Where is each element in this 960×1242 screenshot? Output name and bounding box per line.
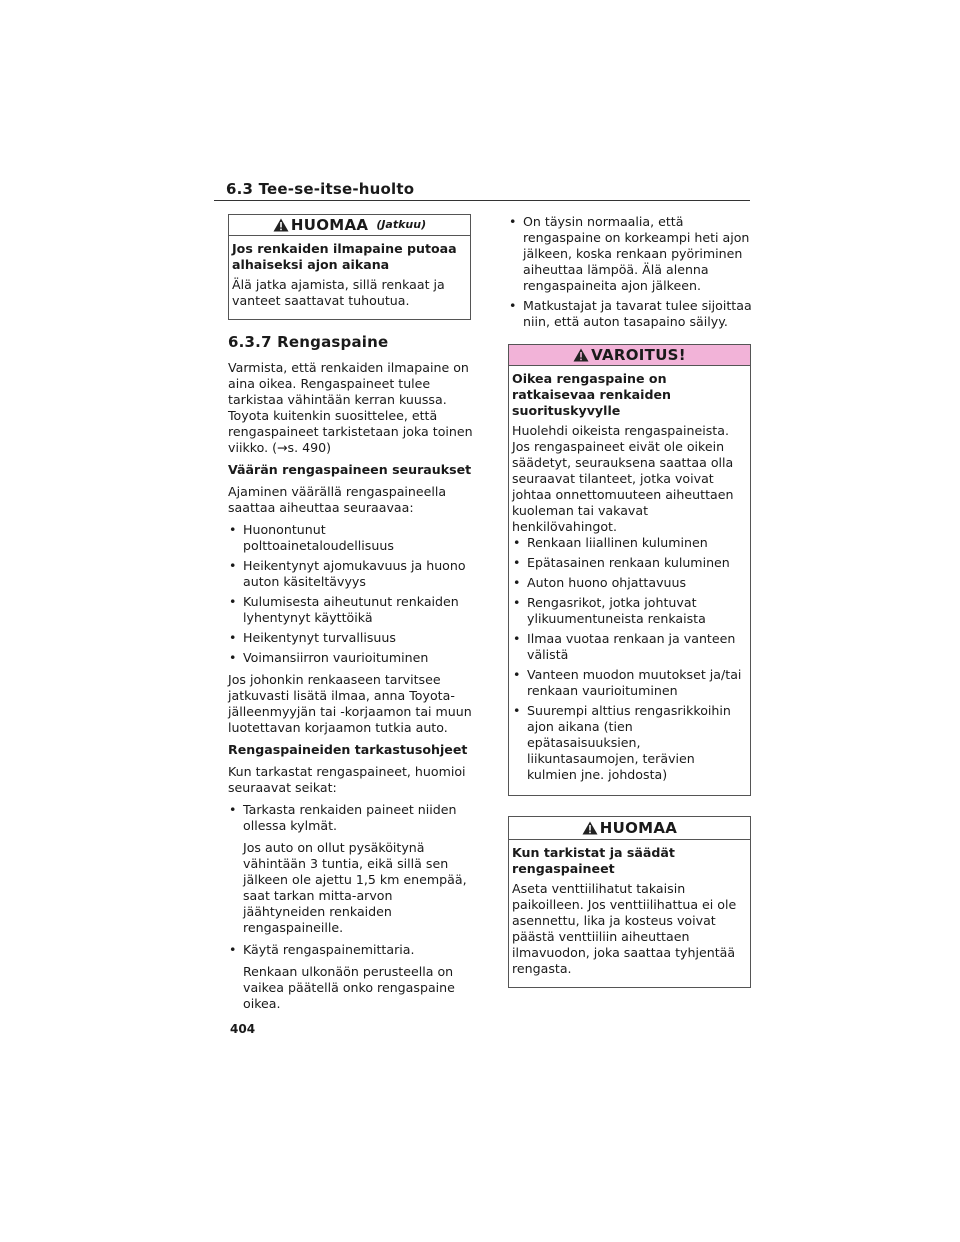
page-number: 404 <box>230 1022 256 1036</box>
left-column <box>228 214 473 1018</box>
list-item: • Matkustajat ja tavarat tulee sijoittaa niin, että auton tasapaino säilyy. <box>508 298 753 330</box>
list-item: • Rengasrikot, jotka johtuvat ylikuumentuneista renkaista <box>512 595 747 627</box>
check-intro: Kun tarkastat rengaspaineet, huomioi seuraavat seikat: <box>228 764 466 795</box>
list-item: • Heikentynyt ajomukavuus ja huono auton käsiteltävyys <box>228 558 473 590</box>
notice-text: Aseta venttiilihatut takaisin paikoilleen. Jos venttiilihattua ei ole asennettu, lika ja kosteus voivat päästä venttiiliin aiheuttaen ilmavuodon, joka saattaa tyhjentää rengasta. <box>512 881 737 976</box>
list-item: • Ilmaa vuotaa renkaan ja vanteen välistä <box>512 631 747 663</box>
notice-label: HUOMAA <box>599 819 678 837</box>
notice-title: Kun tarkistat ja säädät rengaspaineet <box>512 845 675 876</box>
section-title: 6.3.7 Rengaspaine <box>228 333 389 351</box>
check-item-detail: Jos auto on ollut pysäköitynä vähintään 3 tuntia, eikä sillä sen jälkeen ole ajettu 1,5 km enempää, saat tarkan mitta-arvon jäähtyneiden renkaiden rengaspaineille. <box>243 840 467 935</box>
list-item: • Käytä rengaspainemittaria. <box>228 942 473 958</box>
warning-label: VAROITUS! <box>591 346 686 364</box>
warning-triangle-icon <box>273 218 289 232</box>
warning-list <box>512 535 747 783</box>
list-item: • Voimansiirron vaurioituminen <box>228 650 473 666</box>
warning-triangle-icon <box>573 348 589 362</box>
notice-box <box>508 816 751 988</box>
warning-title: Oikea rengaspaine on ratkaisevaa renkaiden suorituskyvylle <box>512 371 671 418</box>
warning-box <box>508 344 751 796</box>
check-heading: Rengaspaineiden tarkastusohjeet <box>228 742 468 757</box>
list-item: • Heikentynyt turvallisuus <box>228 630 473 646</box>
list-item: • Auton huono ohjattavuus <box>512 575 747 591</box>
notice-body <box>229 236 470 319</box>
notice-label: HUOMAA <box>290 216 369 234</box>
section-header: 6.3 Tee-se-itse-huolto <box>226 180 415 198</box>
notice-continued-label: (Jatkuu) <box>376 218 427 231</box>
warning-text: Huolehdi oikeista rengaspaineista. Jos rengaspaineet eivät ole oikein säädetyt, seurauksena saattaa olla seuraavat tilanteet, jotka voivat johtaa onnettomuuteen aiheuttaen kuoleman tai vakavat henkilövahingot. <box>512 423 734 534</box>
check-list-2 <box>228 942 473 958</box>
check-list <box>228 802 473 834</box>
notice-header <box>229 215 470 236</box>
notice-box-continued <box>228 214 471 320</box>
notice-body <box>509 840 750 987</box>
list-item: • Suurempi alttius rengasrikkoihin ajon aikana (tien epätasaisuuksien, liikuntasaumojen, terävien kulmien jne. johdosta) <box>512 703 747 783</box>
notice-text: Älä jatka ajamista, sillä renkaat ja vanteet saattavat tuhoutua. <box>232 277 445 308</box>
list-item: • Renkaan liiallinen kuluminen <box>512 535 747 551</box>
list-item: • On täysin normaalia, että rengaspaine on korkeampi heti ajon jälkeen, koska renkaan pyöriminen aiheuttaa lämpöä. Älä alenna rengaspaineita ajon jälkeen. <box>508 214 753 294</box>
wrong-pressure-intro: Ajaminen väärällä rengaspaineella saattaa aiheuttaa seuraavaa: <box>228 484 447 515</box>
list-item: • Tarkasta renkaiden paineet niiden ollessa kylmät. <box>228 802 473 834</box>
wrong-pressure-list <box>228 522 473 666</box>
warning-header <box>509 345 750 366</box>
warning-triangle-icon <box>582 821 598 835</box>
list-item: • Epätasainen renkaan kuluminen <box>512 555 747 571</box>
list-item: • Huonontunut polttoainetaloudellisuus <box>228 522 473 554</box>
list-item: • Kulumisesta aiheutunut renkaiden lyhentynyt käyttöikä <box>228 594 473 626</box>
intro-paragraph: Varmista, että renkaiden ilmapaine on aina oikea. Rengaspaineet tulee tarkistaa vähintään kerran kuussa. Toyota kuitenkin suosittelee, että rengaspaineet tarkistetaan joka toinen viikko. (→s. 490) <box>228 360 473 455</box>
notice-title: Jos renkaiden ilmapaine putoaa alhaiseksi ajon aikana <box>232 241 457 272</box>
wrong-pressure-after: Jos johonkin renkaaseen tarvitsee jatkuvasti lisätä ilmaa, anna Toyota-jälleenmyyjän tai -korjaamon tai muun luotettavan korjaamon tutkia auto. <box>228 672 472 735</box>
list-item: • Vanteen muodon muutokset ja/tai renkaan vaurioituminen <box>512 667 747 699</box>
header-divider <box>214 200 750 201</box>
wrong-pressure-heading: Väärän rengaspaineen seuraukset <box>228 462 472 477</box>
right-column <box>508 214 753 988</box>
check-item-detail: Renkaan ulkonäön perusteella on vaikea päätellä onko rengaspaine oikea. <box>243 964 455 1011</box>
notice-header <box>509 817 750 840</box>
continued-list <box>508 214 753 330</box>
warning-body <box>509 366 750 795</box>
